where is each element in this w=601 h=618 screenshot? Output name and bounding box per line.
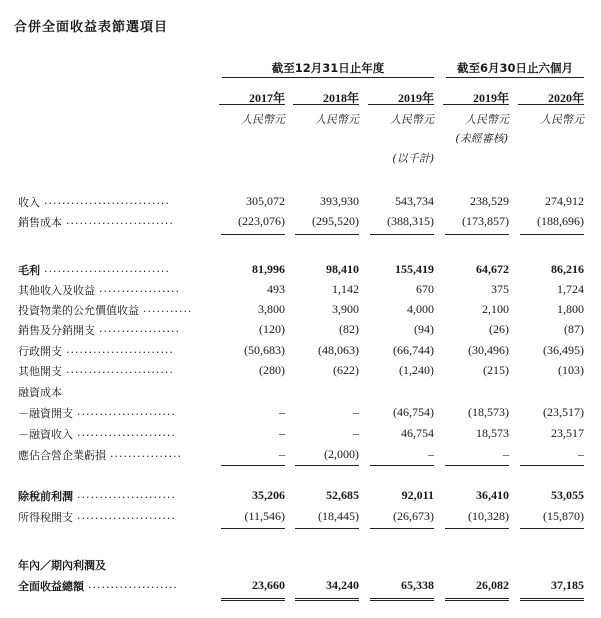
- table-cell: (10,328): [468, 509, 509, 523]
- total-double-rule: [295, 598, 359, 601]
- header-group-interim: 截至6月30日止六個月: [456, 61, 573, 75]
- year-header-rule: [368, 104, 434, 105]
- table-cell: 2,100: [482, 302, 509, 316]
- subtotal-rule: [445, 234, 509, 235]
- table-cell: (46,754): [393, 405, 434, 419]
- table-cell: –: [503, 447, 509, 461]
- row-label: 全面收益總額: [18, 580, 84, 593]
- table-cell: –: [279, 447, 285, 461]
- row-label: 收入: [18, 196, 40, 209]
- total-double-rule: [520, 598, 584, 601]
- subtotal-rule: [221, 234, 285, 235]
- table-cell: –: [353, 426, 359, 440]
- table-cell: 4,000: [407, 302, 434, 316]
- currency-label: 人民幣元: [315, 113, 359, 126]
- year-header-rule: [443, 104, 509, 105]
- row-label: 銷售成本: [18, 216, 62, 229]
- table-cell: 543,734: [395, 194, 434, 208]
- unit-note: (以千計): [392, 152, 434, 165]
- table-cell: –: [578, 447, 584, 461]
- total-double-rule: [370, 598, 434, 601]
- table-cell: 65,338: [401, 578, 434, 592]
- table-cell: 1,800: [557, 302, 584, 316]
- row-label: 銷售及分銷開支: [18, 324, 95, 337]
- row-label: 其他收入及收益: [18, 284, 95, 297]
- year-header-rule: [293, 104, 359, 105]
- table-cell: –: [428, 447, 434, 461]
- table-cell: –: [279, 405, 285, 419]
- table-cell: (215): [483, 363, 509, 377]
- table-cell: 81,996: [252, 262, 285, 276]
- table-cell: (188,696): [537, 214, 584, 228]
- row-label: 行政開支: [18, 345, 62, 358]
- table-cell: (50,683): [244, 343, 285, 357]
- table-cell: (30,496): [468, 343, 509, 357]
- row-label: 投資物業的公允價值收益: [18, 304, 139, 317]
- currency-label: 人民幣元: [390, 113, 434, 126]
- table-cell: 26,082: [476, 578, 509, 592]
- table-cell: 238,529: [470, 194, 509, 208]
- table-cell: 35,206: [252, 488, 285, 502]
- table-cell: 155,419: [395, 262, 434, 276]
- subtotal-rule: [445, 465, 509, 466]
- subtotal-rule: [295, 234, 359, 235]
- year-header: 2019年: [397, 91, 434, 105]
- table-cell: (23,517): [543, 405, 584, 419]
- subtotal-rule: [370, 234, 434, 235]
- table-cell: 670: [416, 282, 434, 296]
- table-cell: 23,517: [551, 426, 584, 440]
- table-cell: 37,185: [551, 578, 584, 592]
- table-cell: (223,076): [238, 214, 285, 228]
- row-label: －融資收入: [18, 428, 73, 441]
- leader-dots: ..................: [99, 322, 180, 335]
- table-cell: 23,660: [252, 578, 285, 592]
- table-cell: 1,724: [557, 282, 584, 296]
- year-header: 2017年: [248, 91, 285, 105]
- leader-dots: ........................: [66, 343, 174, 356]
- subtotal-rule: [295, 465, 359, 466]
- table-cell: 36,410: [476, 488, 509, 502]
- row-label: 其他開支: [18, 365, 62, 378]
- table-cell: 53,055: [551, 488, 584, 502]
- page-title: 合併全面收益表節選項目: [14, 20, 169, 35]
- header-group-interim-rule: [446, 77, 584, 78]
- leader-dots: ......................: [77, 488, 176, 501]
- subtotal-rule: [295, 528, 359, 529]
- table-cell: (15,870): [543, 509, 584, 523]
- row-label: －融資開支: [18, 407, 73, 420]
- table-cell: (82): [339, 322, 359, 336]
- total-double-rule: [445, 598, 509, 601]
- year-header: 2018年: [322, 91, 359, 105]
- leader-dots: ............................: [44, 262, 170, 275]
- leader-dots: ......................: [77, 426, 176, 439]
- row-label: 所得稅開支: [18, 511, 73, 524]
- leader-dots: ......................: [77, 509, 176, 522]
- table-cell: (36,495): [543, 343, 584, 357]
- year-header-rule: [219, 104, 285, 105]
- row-label: 除稅前利潤: [18, 490, 73, 503]
- leader-dots: ........................: [66, 214, 174, 227]
- year-header: 2019年: [472, 91, 509, 105]
- table-cell: 305,072: [246, 194, 285, 208]
- table-cell: (2,000): [324, 447, 359, 461]
- header-group-annual-rule: [222, 77, 434, 78]
- table-cell: 18,573: [476, 426, 509, 440]
- leader-dots: ............................: [44, 194, 170, 207]
- table-cell: (18,573): [468, 405, 509, 419]
- table-cell: (280): [259, 363, 285, 377]
- subtotal-rule: [520, 528, 584, 529]
- table-cell: (48,063): [318, 343, 359, 357]
- table-cell: (388,315): [387, 214, 434, 228]
- leader-dots: ..................: [99, 282, 180, 295]
- table-cell: 46,754: [401, 426, 434, 440]
- row-label: 融資成本: [18, 386, 62, 399]
- leader-dots: ......................: [77, 405, 176, 418]
- table-cell: –: [279, 426, 285, 440]
- table-cell: 34,240: [326, 578, 359, 592]
- table-cell: (26,673): [393, 509, 434, 523]
- table-cell: 393,930: [320, 194, 359, 208]
- header-group-annual: 截至12月31日止年度: [271, 61, 385, 75]
- row-label: 應佔合營企業虧損: [18, 449, 106, 462]
- table-cell: (173,857): [462, 214, 509, 228]
- table-cell: (622): [333, 363, 359, 377]
- unaudited-note: (未經審核): [455, 132, 508, 145]
- subtotal-rule: [221, 465, 285, 466]
- table-cell: (26): [489, 322, 509, 336]
- year-header-rule: [518, 104, 584, 105]
- subtotal-rule: [520, 465, 584, 466]
- table-cell: (18,445): [318, 509, 359, 523]
- subtotal-rule: [520, 234, 584, 235]
- subtotal-rule: [445, 528, 509, 529]
- table-cell: (103): [558, 363, 584, 377]
- table-cell: (11,546): [244, 509, 285, 523]
- leader-dots: ...........: [143, 302, 193, 315]
- currency-label: 人民幣元: [465, 113, 509, 126]
- table-cell: –: [353, 405, 359, 419]
- table-cell: 92,011: [401, 488, 434, 502]
- total-double-rule: [221, 598, 285, 601]
- subtotal-rule: [370, 465, 434, 466]
- table-cell: 375: [491, 282, 509, 296]
- table-cell: 52,685: [326, 488, 359, 502]
- table-cell: (94): [414, 322, 434, 336]
- subtotal-rule: [370, 528, 434, 529]
- subtotal-rule: [221, 528, 285, 529]
- leader-dots: ........................: [66, 363, 174, 376]
- table-cell: (66,744): [393, 343, 434, 357]
- table-cell: 86,216: [551, 262, 584, 276]
- table-cell: (295,520): [312, 214, 359, 228]
- table-cell: (87): [564, 322, 584, 336]
- table-cell: (120): [259, 322, 285, 336]
- table-cell: 274,912: [545, 194, 584, 208]
- year-header: 2020年: [547, 91, 584, 105]
- row-label: 年內／期內利潤及: [18, 559, 106, 572]
- table-cell: 3,800: [258, 302, 285, 316]
- table-cell: 64,672: [476, 262, 509, 276]
- row-label: 毛利: [18, 264, 40, 277]
- currency-label: 人民幣元: [540, 113, 584, 126]
- table-cell: 1,142: [332, 282, 359, 296]
- leader-dots: ................: [110, 447, 182, 460]
- leader-dots: ....................: [88, 578, 178, 591]
- table-cell: 98,410: [326, 262, 359, 276]
- table-cell: (1,240): [399, 363, 434, 377]
- table-cell: 3,900: [332, 302, 359, 316]
- currency-label: 人民幣元: [241, 113, 285, 126]
- table-cell: 493: [267, 282, 285, 296]
